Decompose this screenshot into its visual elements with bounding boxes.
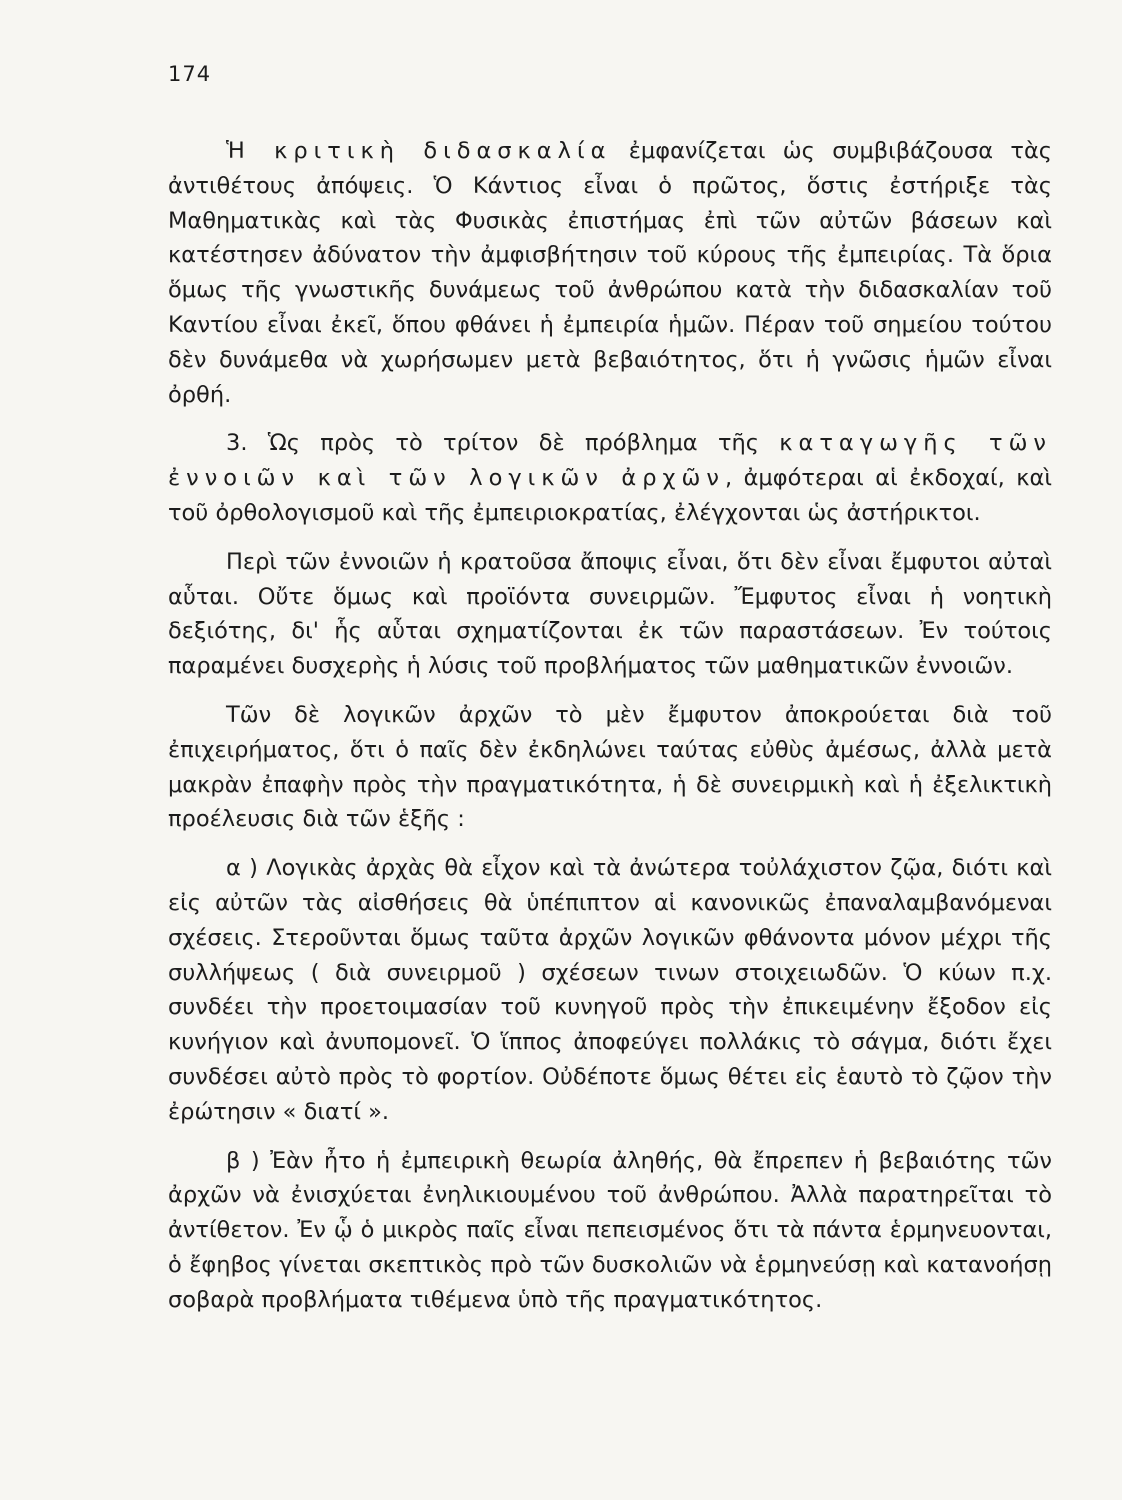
paragraph-logical-principles: Τῶν δὲ λογικῶν ἀρχῶν τὸ μὲν ἔμφυτον ἀποκρούεται διὰ τοῦ ἐπιχειρήματος, ὅτι ὁ παῖς δὲν ἐκδηλώνει ταύτας εὐθὺς ἀμέσως, ἀλλὰ μετὰ μακρὰν ἐπαφὴν πρὸς τὴν πραγματικότητα, ἡ δὲ συνειρμικὴ καὶ ἡ ἐξελικτικὴ προέλευσις διὰ τῶν ἑξῆς :: [168, 701, 1052, 833]
paragraph-text: ἐμφανίζεται ὡς συμβιβάζουσα τὰς ἀντιθέτους ἀπόψεις. Ὁ Κάντιος εἶναι ὁ πρῶτος, ὅστις ἐστήριξε τὰς Μαθηματικὰς καὶ τὰς Φυσικὰς ἐπιστήμας ἐπὶ τῶν αὐτῶν βάσεων καὶ κατέστησεν ἀδύνατον τὴν ἀμφισβήτησιν τοῦ κύρους τῆς ἐμπειρίας. Τὰ ὅρια ὅμως τῆς γνωστικῆς δυνάμεως τοῦ ἀνθρώπου κατὰ τὴν διδασκαλίαν τοῦ Καντίου εἶναι ἐκεῖ, ὅπου φθάνει ἡ ἐμπειρία ἡμῶν. Πέραν τοῦ σημείου τούτου δὲν δυνάμεθα νὰ χωρήσωμεν μετὰ βεβαιότητος, ὅτι ἡ γνῶσις ἡμῶν εἶναι ὀρθή.: [168, 138, 1052, 408]
page-number: 174: [168, 62, 212, 86]
paragraph-concepts: Περὶ τῶν ἐννοιῶν ἡ κρατοῦσα ἄποψις εἶναι, ὅτι δὲν εἶναι ἔμφυτοι αὐταὶ αὗται. Οὔτε ὅμως καὶ προϊόντα συνειρμῶν. Ἔμφυτος εἶναι ἡ νοητικὴ δεξιότης, δι' ἧς αὗται σχηματίζονται ἐκ τῶν παραστάσεων. Ἐν τούτοις παραμένει δυσχερὴς ἡ λύσις τοῦ προβλήματος τῶν μαθηματικῶν ἐννοιῶν.: [168, 548, 1052, 680]
body-text: [168, 134, 1052, 1332]
paragraph-point-b: β ) Ἐὰν ἦτο ἡ ἐμπειρικὴ θεωρία ἀληθής, θὰ ἔπρεπεν ἡ βεβαιότης τῶν ἀρχῶν νὰ ἐνισχύεται ἐνηλικιουμένου τοῦ ἀνθρώπου. Ἀλλὰ παρατηρεῖται τὸ ἀντίθετον. Ἐν ᾧ ὁ μικρὸς παῖς εἶναι πεπεισμένος ὅτι τὰ πάντα ἑρμηνευονται, ὁ ἔφηβος γίνεται σκεπτικὸς πρὸ τῶν δυσκολιῶν νὰ ἑρμηνεύσῃ καὶ κατανοήσῃ σοβαρὰ προβλήματα τιθέμενα ὑπὸ τῆς πραγματικότητος.: [168, 1147, 1052, 1313]
paragraph-text: , ἀμφότεραι αἱ ἐκδοχαί, καὶ τοῦ ὀρθολογισμοῦ καὶ τῆς ἐμπειριοκρατίας, ἐλέγχονται ὡς ἀστήρικτοι.: [168, 465, 1052, 526]
paragraph-critical-doctrine: [168, 134, 1052, 412]
paragraph-point-a: α ) Λογικὰς ἀρχὰς θὰ εἶχον καὶ τὰ ἀνώτερα τοὐλάχιστον ζῷα, διότι καὶ εἰς αὐτῶν τὰς αἰσθήσεις θὰ ὑπέπιπτον αἱ κανονικῶς ἐπαναλαμβανόμεναι σχέσεις. Στεροῦνται ὅμως ταῦτα ἀρχῶν λογικῶν φθάνοντα μόνον μέχρι τῆς συλλήψεως ( διὰ συνειρμοῦ ) σχέσεων τινων στοιχειωδῶν. Ὁ κύων π.χ. συνδέει τὴν προετοιμασίαν τοῦ κυνηγοῦ πρὸς τὴν ἐπικειμένην ἔξοδον εἰς κυνήγιον καὶ ἀνυπομονεῖ. Ὁ ἵππος ἀποφεύγει πολλάκις τὸ σάγμα, διότι ἔχει συνδέσει αὐτὸ πρὸς τὸ φορτίον. Οὐδέποτε ὅμως θέτει εἰς ἑαυτὸ τὸ ζῷον τὴν ἐρώτησιν « διατί ».: [168, 855, 1052, 1125]
spaced-emphasis: καταγωγῆς τῶν ἐννοιῶν καὶ τῶν λογικῶν ἀρχῶν: [168, 430, 1052, 492]
spaced-emphasis: Ἡ κριτικὴ διδασκαλία: [226, 138, 612, 164]
paragraph-lead: 3. Ὡς πρὸς τὸ τρίτον δὲ πρόβλημα τῆς: [226, 430, 780, 457]
paragraph-section-3: [168, 426, 1052, 530]
